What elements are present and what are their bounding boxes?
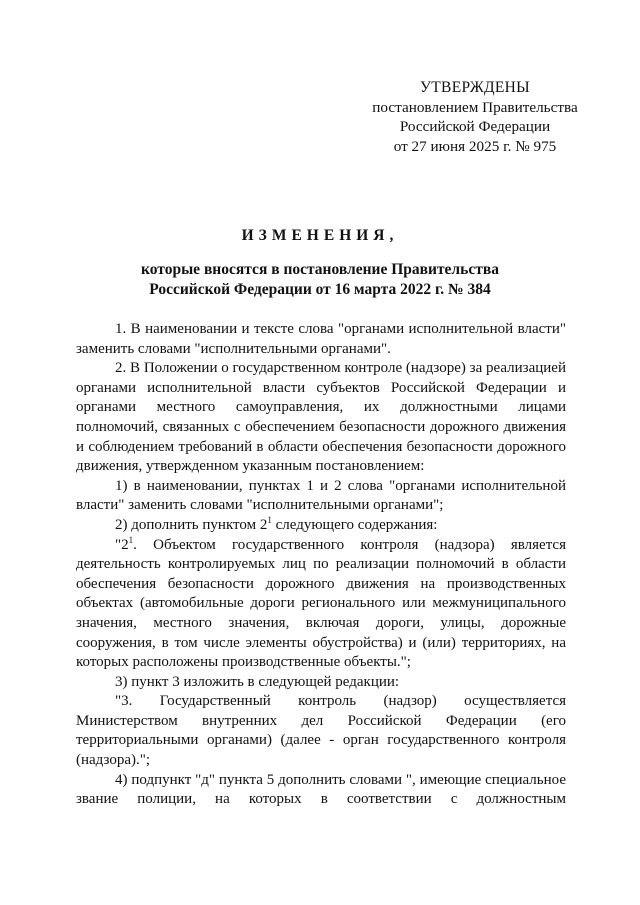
title-main: ИЗМЕНЕНИЯ,	[241, 227, 399, 244]
approval-line-2: Российской Федерации	[399, 118, 551, 135]
approval-line-1: постановлением Правительства	[372, 98, 578, 116]
paragraph-3: 1) в наименовании, пунктах 1 и 2 слова "органами исполнительной власти" заменить словами "исполнительными органами";	[76, 477, 566, 514]
paragraph-4-text-b: следующего содержания:	[271, 516, 438, 533]
document-body	[76, 320, 566, 810]
paragraph-2: 2. В Положении о государственном контроле (надзоре) за реализацией органами исполнительной власти субъектов Российской Федерации и органами местного самоуправления, их должностными лицами полномочий, связанных с обеспечением безопасности дорожного движения и соблюдением требований в области обеспечения безопасности дорожного движения, утвержденном указанным постановлением:	[76, 360, 566, 475]
paragraph-4-superscript: 1	[267, 514, 272, 525]
paragraph-5-text-b: . Объектом государственного контроля (надзора) является деятельность контролируемых лиц по реализации полномочий в области обеспечения безопасности дорожного движения на производственных объектах (автомобильные дороги регионального или межмуниципального значения, местного значения, включая дороги, улицы, дорожные сооружения, в том числе элементы обустройства) и (или) территориях, на которых расположены производственные объекты.";	[76, 536, 566, 671]
document-title	[60, 226, 580, 300]
paragraph-1: 1. В наименовании и тексте слова "органами исполнительной власти" заменить словами "исполнительными органами".	[76, 321, 566, 357]
paragraph-4	[76, 516, 566, 536]
paragraph-5	[76, 536, 566, 673]
title-subtitle-2: Российской Федерации от 16 марта 2022 г. № 384	[149, 281, 491, 298]
paragraph-7: "3. Государственный контроль (надзор) осуществляется Министерством внутренних дел Российской Федерации (его территориальными органами) (далее - орган государственного контроля (надзора).";	[76, 693, 566, 769]
paragraph-4-text-a: 2) дополнить пунктом 2	[115, 516, 268, 533]
paragraph-5-text-a: "2	[115, 536, 129, 553]
paragraph-8: 4) подпункт "д" пункта 5 дополнить словами ", имеющие специальное звание полиции, на которых в соответствии с должностным	[76, 771, 566, 808]
approval-heading: УТВЕРЖДЕНЫ	[420, 79, 530, 96]
paragraph-5-superscript: 1	[128, 534, 134, 545]
title-subtitle-1: которые вносятся в постановление Правительства	[141, 261, 499, 278]
approval-line-3: от 27 июня 2025 г. № 975	[393, 137, 557, 155]
approval-stamp	[330, 78, 620, 156]
paragraph-6: 3) пункт 3 изложить в следующей редакции:	[115, 673, 400, 690]
